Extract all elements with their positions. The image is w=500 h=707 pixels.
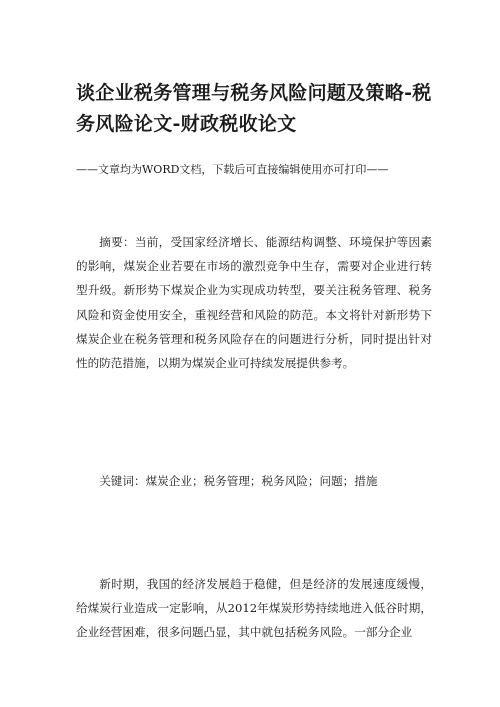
keywords-paragraph: 关键词：煤炭企业；税务管理；税务风险；问题；措施 <box>99 474 378 488</box>
document-title: 谈企业税务管理与税务风险问题及策略-税务风险论文-财政税收论文 <box>76 82 432 135</box>
abstract-paragraph: 摘要：当前，受国家经济增长、能源结构调整、环境保护等因素的影响，煤炭企业若要在市场的激烈竞争中生存，需要对企业进行转型升级。新形势下煤炭企业为实现成功转型，要关注税务管理、税务风险和资金使用安全，重视经营和风险的防范。本文将针对新形势下煤炭企业在税务管理和税务风险存在的问题进行分析，同时提出针对性的防范措施，以期为煤炭企业可持续发展提供参考。 <box>76 235 432 371</box>
body-paragraph: 新时期，我国的经济发展趋于稳健，但是经济的发展速度缓慢，给煤炭行业造成一定影响，从2012年煤炭形势持续地进入低谷时期，企业经营困难，很多问题凸显，其中就包括税务风险。一部分企业 <box>76 577 432 640</box>
document-subtitle: ——文章均为WORD文档，下载后可直接编辑使用亦可打印—— <box>76 163 389 176</box>
